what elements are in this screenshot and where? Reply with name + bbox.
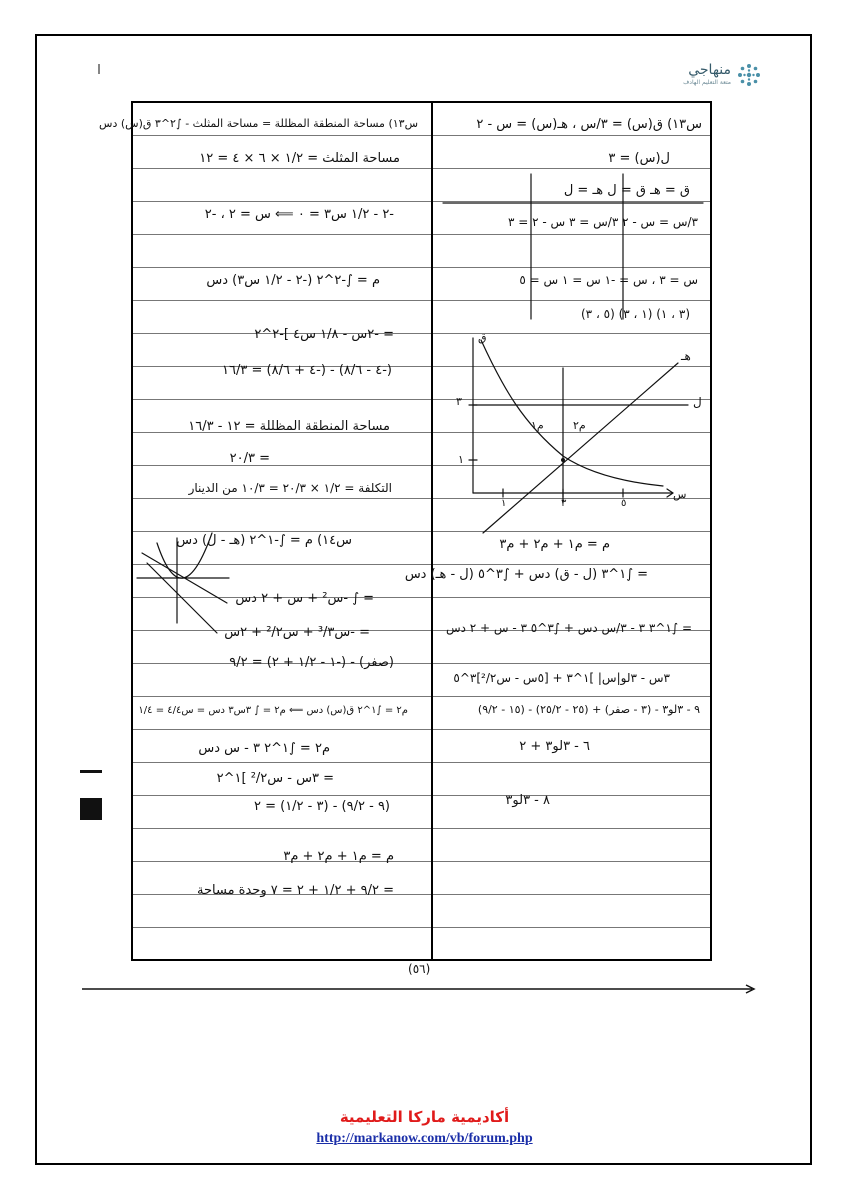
- right-line-4: ٣/س = س - ٢ ٣/س = ٣ س - ٢ = ٣: [507, 215, 698, 229]
- right-line-8: = ∫١^٣ (ل - ق) دس + ∫٣^٥ (ل - هـ) دس: [404, 567, 648, 582]
- left-line-1: س١٣) مساحة المنطقة المظللة = مساحة المثلث - ∫٢^٣ ق(س) دس: [99, 117, 418, 130]
- graph-y-tick-3: ٣: [456, 395, 462, 408]
- graph-region-2: م٢: [573, 419, 586, 432]
- left-line-8: = ٢٠/٣: [229, 451, 270, 466]
- left-line-11: = ∫ -س² + س + ٢ دس: [235, 591, 374, 606]
- corner-tick: [97, 64, 101, 74]
- left-line-2: مساحة المثلث = ١/٢ × ٦ × ٤ = ١٢: [199, 151, 400, 166]
- left-line-10: س١٤) م = ∫-١^٢ (هـ - ل) دس: [176, 533, 352, 548]
- forum-link[interactable]: http://markanow.com/vb/forum.php: [316, 1131, 533, 1146]
- left-line-16: = ٣س - س²/٢ ]١^٢: [216, 771, 334, 786]
- brand-name: منهاجي: [688, 62, 731, 78]
- notebook-page: [99, 101, 712, 961]
- graph-region-1: م١: [531, 419, 544, 432]
- brand-logo: [668, 62, 763, 90]
- graph-x-tick-5: ٥: [621, 498, 627, 509]
- right-line-1: س١٣) ق(س) = ٣/س ، هـ(س) = س - ٢: [476, 117, 702, 132]
- right-line-9: = ∫١^٣ ٣ - ٣/س دس + ∫٣^٥ ٣ - س + ٢ دس: [445, 621, 692, 635]
- right-line-11: ٩ - ٣لو٣ - (٣ - صفر) + (٢٥ - ٢٥/٢) - (١٥ - ٩/٢): [477, 703, 700, 716]
- left-line-17: (٩ - ٩/٢) - (٣ - ١/٢) = ٢: [253, 799, 390, 814]
- right-line-7: م = م١ + م٢ + م٣: [499, 537, 610, 552]
- left-line-19: = ٩/٢ + ١/٢ + ٢ = ٧ وحدة مساحة: [197, 883, 394, 898]
- graph-line-label: هـ: [681, 349, 691, 363]
- side-marks: [80, 760, 110, 820]
- right-line-10: ٣س - ٣لو|س| ]١^٣ + [٥س - س²/٢]٣^٥: [453, 671, 670, 685]
- left-line-15: م٢ = ∫١^٢ ٣ - س دس: [198, 741, 330, 756]
- intersection-graph: [463, 328, 713, 543]
- left-line-6: (-٤ - ٨/٦) - (-٤ + ٨/٦) = ١٦/٣: [222, 363, 392, 378]
- right-line-13: ٨ - ٣لو٣: [505, 793, 550, 808]
- academy-name: أكاديمية ماركا التعليمية: [339, 1108, 510, 1126]
- graph-x-tick-3: ٣: [561, 498, 567, 509]
- left-line-13: (صفر) - (-١ - ١/٢ + ٢) = ٩/٢: [229, 655, 394, 670]
- bottom-arrow-line: [82, 983, 762, 995]
- right-line-3: ق = هـ ق = ل هـ = ل: [563, 183, 690, 198]
- left-line-7: مساحة المنطقة المظللة = ١٢ - ١٦/٣: [188, 419, 390, 434]
- left-line-9: التكلفة = ١/٢ × ٢٠/٣ = ١٠/٣ من الدينار: [188, 481, 392, 495]
- graph-y-tick-1: ١: [458, 453, 464, 466]
- right-line-2: ل(س) = ٣: [608, 151, 670, 166]
- graph-x-axis-label: س: [673, 488, 687, 501]
- left-line-4: م = ∫-٢^٢ (-٢ - ١/٢ س٣) دس: [206, 273, 380, 288]
- brand-tagline: متعة التعليم الهادف: [683, 79, 731, 86]
- right-line-12: ٦ - ٣لو٣ + ٢: [519, 739, 590, 754]
- left-line-12: = -س³/٣ + س²/٢ + ٢س: [224, 625, 370, 640]
- left-line-14: م٢ = ∫١^٢ ق(س) دس ⟸ م٢ = ∫ ٣س٣ دس = س٤/٤ = ١/٤: [138, 705, 408, 716]
- right-line-5: س = ٣ ، س = -١ س = ١ س = ٥: [519, 273, 698, 287]
- left-line-5: = -٢س - ١/٨ س٤ ]-٢^٢: [254, 327, 394, 342]
- graph-horizontal-label: ل: [693, 395, 702, 409]
- intersection-table-lines: [433, 169, 714, 319]
- graph-x-tick-1: ١: [501, 498, 507, 509]
- left-line-3: -٢ - ١/٢ س٣ = ٠ ⟸ س = ٢ ، -٢: [204, 207, 394, 222]
- right-line-6: (٣ ، ١) (١ ، ٣) (٥ ، ٣): [580, 307, 690, 321]
- page-number: (٥٦): [408, 962, 431, 976]
- snowflake-logo-icon: [736, 62, 762, 88]
- left-line-18: م = م١ + م٢ + م٣: [283, 849, 394, 864]
- graph-curve-label: ق: [478, 331, 487, 344]
